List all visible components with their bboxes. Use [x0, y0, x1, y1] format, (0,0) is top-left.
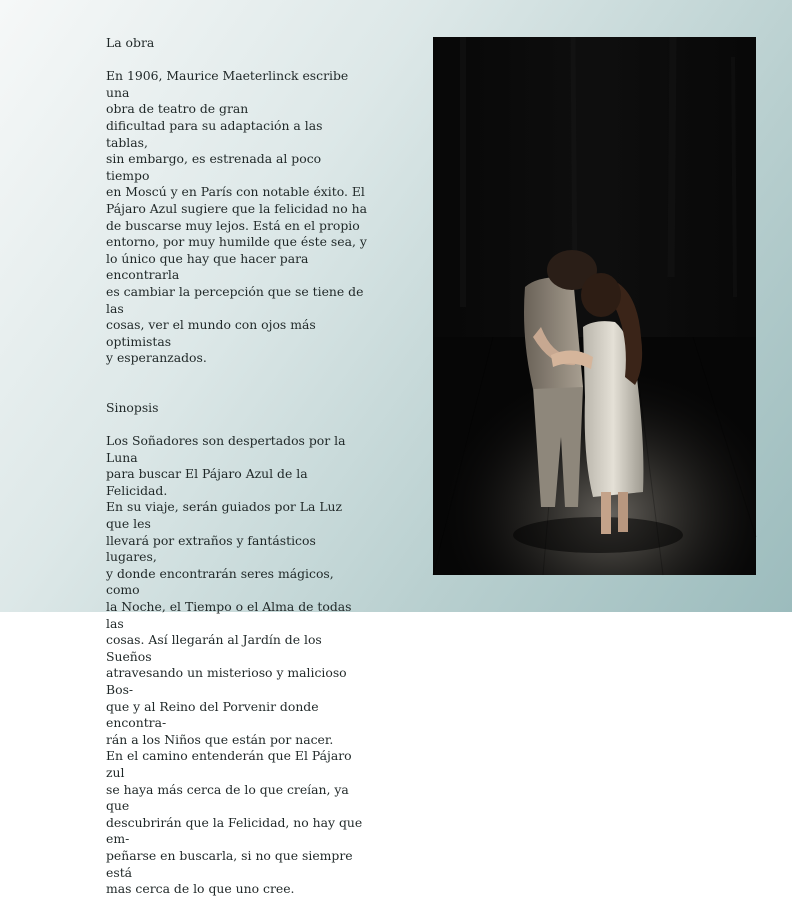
paragraph-sinopsis: Los Soñadores son despertados por la Luna para buscar El Pájaro Azul de la Felicidad. En su viaje, serán guiados por La Luz que les llevará por extraños y fantásticos lugares, y donde encontrarán seres mágicos, como la Noche, el Tiempo o el Alma de todas las cosas. Así llegarán al Jardín de los Sueños atravesando un misterioso y malicioso Bos- que y al Reino del Porvenir donde encontra- rán a los Niños que están por nacer. En el camino entenderán que El Pájaro zul se haya más cerca de lo que creían, ya que descubrirán que la Felicidad, no hay que em- peñarse en buscarla, si no que siempre está mas cerca de lo que uno cree. — [106, 433, 363, 897]
section-heading-la-obra: La obra — [106, 35, 155, 50]
stage-photo — [433, 37, 756, 575]
section-heading-sinopsis: Sinopsis — [106, 399, 159, 415]
paragraph-la-obra: En 1906, Maurice Maeterlinck escribe una obra de teatro de gran dificultad para su adaptación a las tablas, sin embargo, es estrenada al poco tiempo en Moscú y en París con notable éxito. El Pájaro Azul sugiere que la felicidad no ha de buscarse muy lejos. Está en el propio entorno, por muy humilde que éste sea, y lo único que hay que hacer para encontrarla es cambiar la percepción que se tiene de las cosas, ver el mundo con ojos más optimistas y esperanzados. — [106, 68, 367, 366]
stage-photo-image — [433, 37, 756, 575]
text-column — [106, 35, 368, 898]
